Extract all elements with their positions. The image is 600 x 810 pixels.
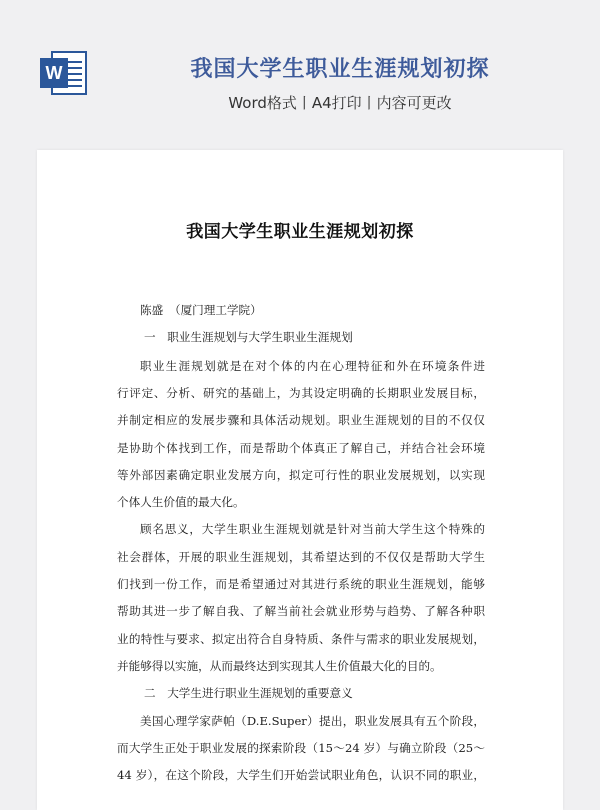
- section-heading: 二 大学生进行职业生涯规划的重要意义: [144, 686, 353, 700]
- document-banner: [0, 0, 600, 150]
- author-line: 陈盛 （厦门理工学院）: [140, 303, 262, 317]
- paragraph-line: 帮助其进一步了解自我、了解当前社会就业形势与趋势、了解各种职: [117, 604, 485, 618]
- paragraph-line: 顾名思义，大学生职业生涯规划就是针对当前大学生这个特殊的: [140, 522, 485, 536]
- paragraph-line: 44 岁），在这个阶段，大学生们开始尝试职业角色，认识不同的职业，: [117, 768, 485, 782]
- word-icon-letter: W: [45, 63, 63, 83]
- paragraph-line: 是协助个体找到工作，而是帮助个体真正了解自己，并结合社会环境: [117, 441, 485, 455]
- paragraph-line: 职业生涯规划就是在对个体的内在心理特征和外在环境条件进: [140, 359, 485, 373]
- paragraph-line: 们找到一份工作，而是希望通过对其进行系统的职业生涯规划，能够: [117, 577, 485, 591]
- paragraph-line: 个体人生价值的最大化。: [117, 495, 245, 509]
- paragraph-line: 等外部因素确定职业发展方向，拟定可行性的职业发展规划，以实现: [117, 468, 485, 482]
- word-document-icon: [38, 48, 90, 98]
- paragraph-line: 业的特性与要求、拟定出符合自身特质、条件与需求的职业发展规划，: [117, 632, 485, 646]
- paragraph-line: 而大学生正处于职业发展的探索阶段（15～24 岁）与确立阶段（25～: [117, 741, 485, 755]
- document-title: 我国大学生职业生涯规划初探: [186, 222, 414, 242]
- section-heading: 一 职业生涯规划与大学生职业生涯规划: [144, 330, 353, 344]
- paragraph-line: 并制定相应的发展步骤和具体活动规划。职业生涯规划的目的不仅仅: [117, 413, 485, 427]
- banner-title: 我国大学生职业生涯规划初探: [190, 57, 490, 82]
- paragraph-line: 美国心理学家萨帕（D.E.Super）提出，职业发展具有五个阶段，: [140, 714, 485, 728]
- banner-subtitle: Word格式丨A4打印丨内容可更改: [228, 94, 452, 112]
- paragraph-line: 并能够得以实施，从而最终达到实现其人生价值最大化的目的。: [117, 659, 442, 673]
- paragraph-line: 行评定、分析、研究的基础上，为其设定明确的长期职业发展目标，: [117, 386, 485, 400]
- paragraph-line: 社会群体，开展的职业生涯规划，其希望达到的不仅仅是帮助大学生: [117, 550, 485, 564]
